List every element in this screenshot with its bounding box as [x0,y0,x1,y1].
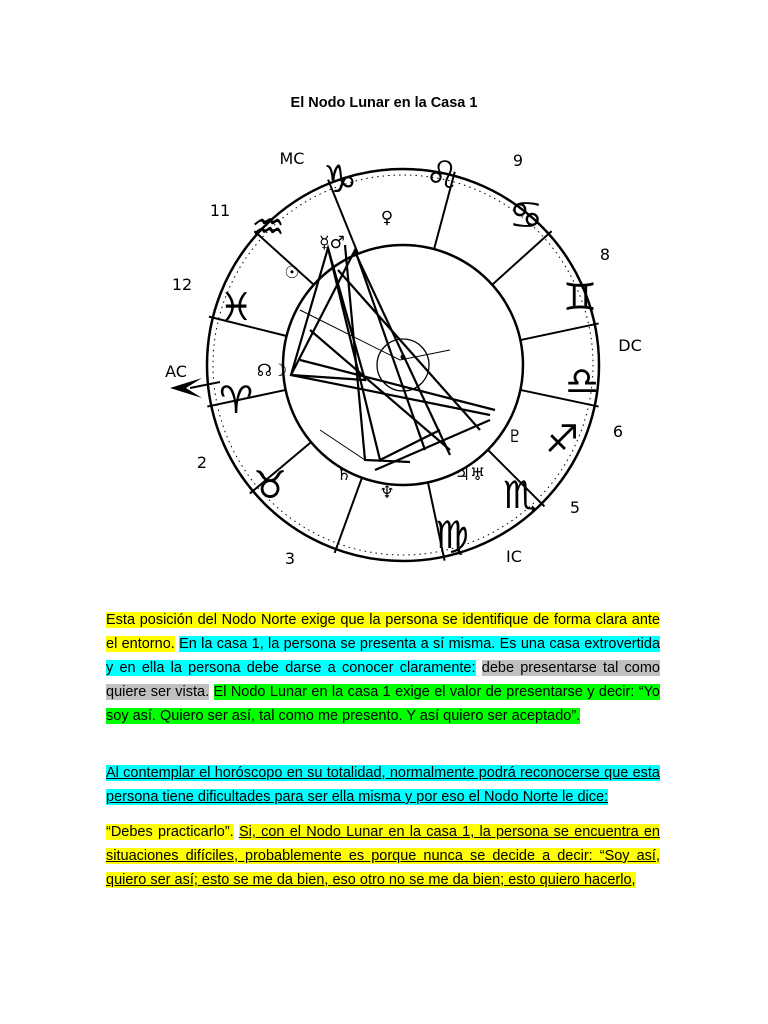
paragraph-1 [106,608,660,728]
house-5-label: 5 [569,498,581,517]
gemini-icon: ♊ [562,275,598,319]
sagittarius-icon: ♐ [544,417,580,461]
saturn-icon: ♄ [336,465,352,485]
taurus-icon: ♉ [252,463,288,507]
mercury-mars-icon: ☿♂ [319,233,345,253]
aries-icon: ♈ [218,378,254,422]
dc-label: DC [618,336,642,355]
house-6-label: 6 [612,422,624,441]
venus-icon: ♀ [380,208,394,228]
paragraph-1-sentence-3: debe presentarse tal como quiere ser vista. [106,660,661,700]
ascendant-line [190,382,220,388]
aspect-lines [291,245,495,470]
house-3-label: 3 [284,549,296,568]
paragraph-3 [106,820,660,892]
node-moon-icon: ☊☽ [256,361,288,381]
cancer-icon: ♋ [508,193,544,237]
libra-icon: ♎ [564,359,600,403]
house-cusp-line [335,478,362,553]
jupiter-uranus-icon: ♃♅ [454,465,486,485]
aquarius-icon: ♒ [250,205,286,249]
house-cusp-line [492,231,551,285]
zodiac-sign-glyphs [219,153,599,557]
paragraph-1-sentence-1: Esta posición del Nodo Norte exige que la persona se identifique de forma clara ante el entorno. [106,612,660,652]
house-2-label: 2 [196,453,208,472]
pluto-icon: ♇ [507,427,523,447]
capricorn-icon: ♑ [322,157,358,201]
paragraph-1-sentence-4: El Nodo Lunar en la casa 1 exige el valor de presentarse y decir: “Yo soy así. Quiero ser así, tal como me presento. Y así quiero ser aceptado”. [106,684,660,724]
leo-icon: ♌ [424,153,460,197]
ac-label: AC [165,362,187,381]
mc-label: MC [279,149,305,168]
horoscope-chart [150,130,650,580]
document-title: El Nodo Lunar en la Casa 1 [290,95,478,111]
paragraph-2 [106,761,660,809]
paragraph-2-sentence-1: Al contemplar el horóscopo en su totalidad, normalmente podrá reconocerse que esta persona tiene dificultades para ser ella misma y por eso el Nodo Norte le dice: [106,765,660,805]
ascendant-arrow-icon [170,378,202,398]
house-8-label: 8 [599,245,611,264]
scorpio-icon: ♏ [502,473,538,517]
virgo-icon: ♍ [434,513,470,557]
sun-icon: ☉ [284,263,300,283]
paragraph-3-sentence-1: “Debes practicarlo”. [106,824,234,840]
pisces-icon: ♓ [218,285,254,329]
ic-label: IC [506,547,522,566]
house-11-label: 11 [209,201,231,220]
house-cusp-line [520,323,598,340]
paragraph-3-sentence-2: Si, con el Nodo Lunar en la casa 1, la persona se encuentra en situaciones difíciles, probablemente es porque nunca se decide a decir: “Soy así, quiero ser así; esto se me da bien, eso otro no se me da bien; esto quiero hacerlo, [106,824,661,888]
neptune-icon: ♆ [379,483,395,503]
house-9-label: 9 [512,151,524,170]
paragraph-1-sentence-2: En la casa 1, la persona se presenta a sí misma. Es una casa extrovertida y en ella la persona debe darse a conocer claramente: [106,636,661,676]
house-12-label: 12 [171,275,193,294]
